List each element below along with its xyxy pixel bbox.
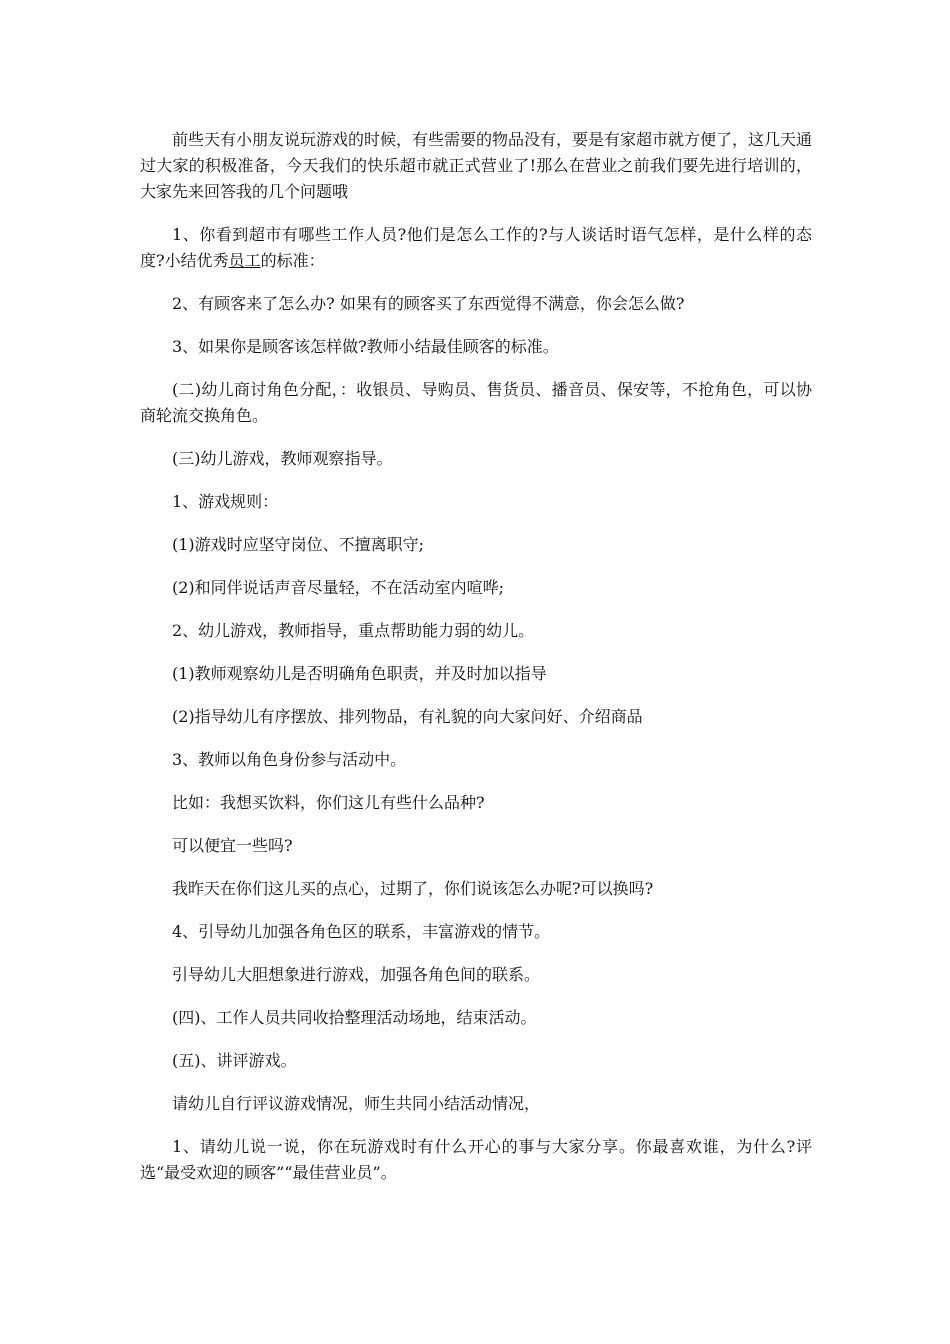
paragraph-section-3: (三)幼儿游戏，教师观察指导。 [172,449,393,468]
paragraph-question-3: 3、如果你是顾客该怎样做?教师小结最佳顾客的标准。 [172,337,559,356]
paragraph-question-1 [140,222,812,274]
underlined-term-staff: 员工 [228,251,261,270]
paragraph-teacher-role: 3、教师以角色身份参与活动中。 [172,750,407,769]
paragraph-guidance-1: (1)教师观察幼儿是否明确角色职责，并及时加以指导 [172,664,547,683]
paragraph-rule-1: (1)游戏时应坚守岗位、不擅离职守; [172,535,425,554]
paragraph-guidance-2: (2)指导幼儿有序摆放、排列物品，有礼貌的向大家问好、介绍商品 [172,707,643,726]
paragraph-example-1: 比如：我想买饮料，你们这儿有些什么品种? [172,793,485,812]
paragraph-question-2: 2、有顾客来了怎么办? 如果有的顾客买了东西觉得不满意，你会怎么做? [172,294,685,313]
question-1-text: 1、你看到超市有哪些工作人员?他们是怎么工作的?与人谈话时语气怎样，是什么样的态度?小结优秀 [140,225,812,270]
paragraph-game-guidance: 2、幼儿游戏，教师指导，重点帮助能力弱的幼儿。 [172,621,535,640]
paragraph-section-2: (二)幼儿商讨角色分配，：收银员、导购员、售货员、播音员、保安等，不抢角色，可以协商轮流交换角色。 [140,380,812,425]
paragraph-game-rules: 1、游戏规则： [172,492,279,511]
paragraph-section-4: (四)、工作人员共同收拾整理活动场地，结束活动。 [172,1008,537,1027]
paragraph-section-5: (五)、讲评游戏。 [172,1051,297,1070]
paragraph-example-3: 我昨天在你们这儿买的点心，过期了，你们说该怎么办呢?可以换吗? [172,879,654,898]
paragraph-evaluation: 请幼儿自行评议游戏情况，师生共同小结活动情况， [172,1094,541,1113]
paragraph-imagination: 引导幼儿大胆想象进行游戏，加强各角色间的联系。 [172,965,541,984]
paragraph-item-4: 4、引导幼儿加强各角色区的联系，丰富游戏的情节。 [172,922,551,941]
paragraph-rule-2: (2)和同伴说话声音尽量轻，不在活动室内喧哗; [172,578,505,597]
paragraph-intro: 前些天有小朋友说玩游戏的时候，有些需要的物品没有，要是有家超市就方便了，这几天通过大家的积极准备，今天我们的快乐超市就正式营业了!那么在营业之前我们要先进行培训的，大家先来回答我的几个问题哦 [140,130,813,201]
document-body [140,127,812,1203]
paragraph-evaluation-1: 1、请幼儿说一说，你在玩游戏时有什么开心的事与大家分享。你最喜欢谁，为什么?评选“最受欢迎的顾客”“最佳营业员”。 [140,1137,812,1182]
paragraph-example-2: 可以便宜一些吗? [172,836,293,855]
question-1-text-end: 的标准： [260,251,325,270]
